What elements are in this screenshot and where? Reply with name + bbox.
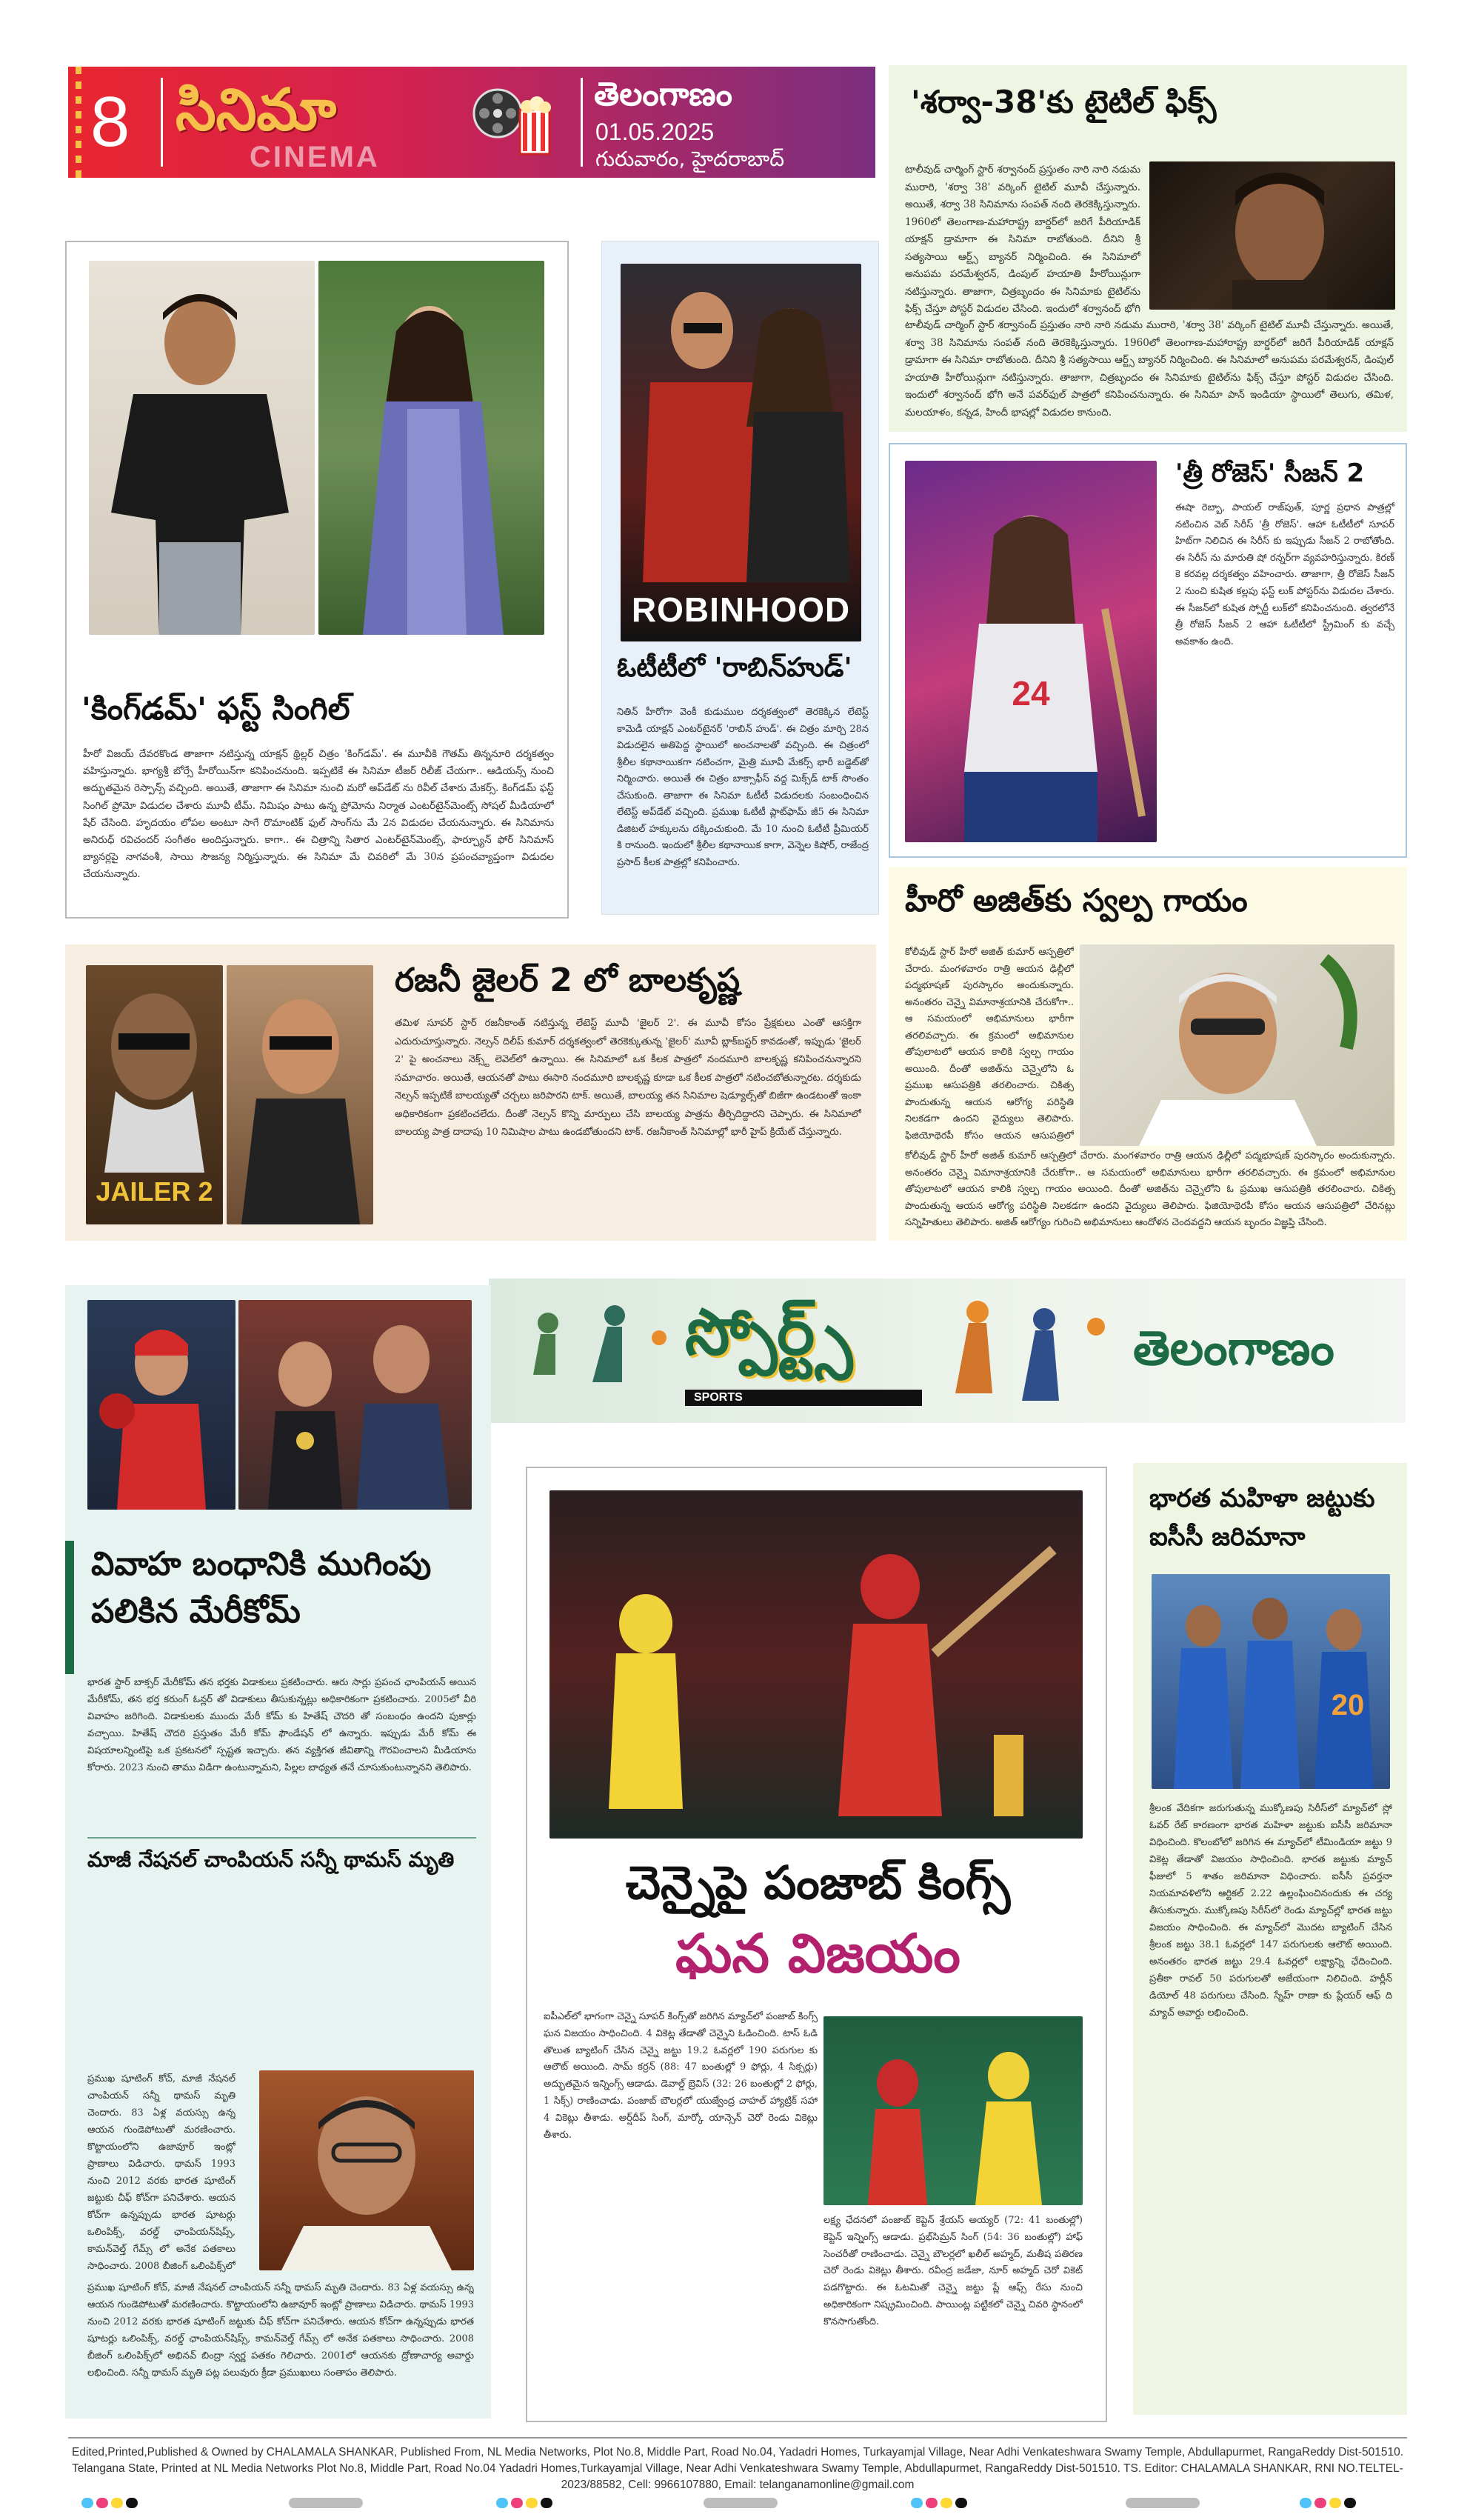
headline: వివాహ బంధానికి ముగింపు పలికిన మేరీకోమ్ xyxy=(91,1545,432,1630)
balakrishna-photo xyxy=(227,965,373,1224)
poster-title: JAILER 2 xyxy=(96,1176,213,1207)
issue-date: 01.05.2025 xyxy=(595,119,715,145)
article-body: హీరో విజయ్ దేవరకొండ తాజాగా నటిస్తున్న యాక్షన్ థ్రిల్లర్ చిత్రం 'కింగ్‌డమ్'. ఈ మూవీకి గౌతమ్ తిన్ననూరి దర్శకత్వం వహిస్తున్నారు. భాగ్యశ్రీ బోర్సే హీరోయిన్‌గా కనిపించనుంది. ఇప్పటికే ఈ సినిమా టీజర్ రిలీజ్ చేయగా.. ఆడియన్స్ నుంచి అద్భుతమైన రెస్పాన్స్ వచ్చింది. అయితే, తాజాగా ఈ సినిమా నుంచి మరో అప్‌డేట్ ను రివీల్ చేశారు మేకర్స్. కింగ్‌డమ్ ఫస్ట్ సింగిల్ ప్రోమో విడుదల చేశారు మూవీ టీమ్. నిమిషం పాటు ఉన్న ప్రోమోను నిర్మాత ఎంటర్‌టైన్‌మెంట్స్ సోషల్ మీడియాలో షేర్ చేసింది. హృదయం లోపల అంటూ సాగే రొమాంటిక్ ఫుల్ సాంగ్‌ను మే 2న విడుదల చేయనున్నారు. ఈ సినిమాను అనిరుధ్ రవిచందర్ సంగీతం అందిస్తున్నారు. కాగా.. ఈ చిత్రాన్ని సితార ఎంటర్‌టైన్‌మెంట్స్, ఫార్చ్యూన్ ఫోర్ సినిమాస్ బ్యానర్లపై నాగవంశీ, సాయి సౌజన్య నిర్మిస్తున్నారు. ఈ సినిమా మే చివరిలో మే 30న ప్రపంచవ్యాప్తంగా విడుదల చేయనున్నారు. xyxy=(83,748,554,881)
article-kingdom xyxy=(65,241,569,919)
footer-rule xyxy=(68,2437,1407,2439)
film-reel-icon xyxy=(468,80,557,161)
article-body: ఐపీఎల్‌లో భాగంగా చెన్నై సూపర్ కింగ్స్‌తో జరిగిన మ్యాచ్‌లో పంజాబ్ కింగ్స్ ఘన విజయం సాధించింది. 4 వికెట్ల తేడాతో చెన్నైని ఓడించింది. టాస్ ఓడి తొలుత బ్యాటింగ్ చేసిన చెన్నై జట్టు 19.2 ఓవర్లలో 190 పరుగుల కు ఆలౌట్ అయింది. సామ్ కర్రన్ (88: 47 బంతుల్లో 9 ఫోర్లు, 4 సిక్సర్లు) అద్భుతమైన ఇన్నింగ్స్ ఆడాడు. డెవాల్డ్ బ్రెవిస్ (32: 26 బంతుల్లో 2 ఫోర్లు, 1 సిక్స్) రాణించాడు. పంజాబ్ బౌలర్లలో యుజ్వేంద్ర చాహల్ హ్యాట్రిక్ సహా 4 వికెట్లు తీశాడు. అర్ష్‌దీప్ సింగ్, మార్కో యాన్సెన్ చెరో రెండు వికెట్లు తీశారు. xyxy=(544,2011,818,2141)
article-body: భారత స్టార్ బాక్సర్ మేరీకోమ్ తన భర్తకు విడాకులు ప్రకటించారు. ఆరు సార్లు ప్రపంచ ఛాంపియన్ అయిన మేరీకోమ్, తన భర్త కరుంగ్ ఓన్లర్ తో విడాకులు తీసుకున్నట్లు అధికారికంగా ప్రకటించారు. 2005లో వీరి వివాహం జరిగింది. విడాకులకు ముందు మేరీ కోమ్ కు హితేష్ చౌదరి తో సంబంధం ఉందని పుకార్లు వచ్చాయి. హితేష్ చౌదరి ప్రస్తుతం మేరీ కోమ్ ఫౌండేషన్ లో ఉన్నారు. ఇప్పుడు మేరీ కోమ్ ఈ విషయాలన్నింటిపై ఒక ప్రకటనలో స్పష్టత ఇచ్చారు. తన వ్యక్తిగత జీవితాన్ని గౌరవించాలని మీడియాను కోరారు. 2023 నుంచి తాము విడిగా ఉంటున్నామని, పిల్లల బాధ్యత తనే చూసుకుంటున్నానని తెలిపారు. xyxy=(87,1677,476,1773)
article-body-continued: లక్ష్య ఛేదనలో పంజాబ్ కెప్టెన్ శ్రేయస్ అయ్యర్ (72: 41 బంతుల్లో) కెప్టెన్ ఇన్నింగ్స్ ఆడాడు. ప్రభ్‌సిమ్రన్ సింగ్ (54: 36 బంతుల్లో) హాఫ్ సెంచరీతో రాణించాడు. చెన్నై బౌలర్లలో ఖలీల్ అహ్మద్, మతీష పతిరణ చెరో రెండు వికెట్లు తీశారు. రవీంద్ర జడేజా, నూర్ అహ్మద్ చెరో వికెట్ పడగొట్టారు. ఈ ఓటమితో చెన్నై జట్టు ప్లే ఆఫ్స్ రేసు నుంచి అధికారికంగా నిష్క్రమించింది. పాయింట్ల పట్టికలో చెన్నై చివరి స్థానంలో కొనసాగుతోంది. xyxy=(823,2215,1083,2327)
article-jailer xyxy=(65,944,876,1241)
article-sunny-thomas xyxy=(65,2070,491,2419)
page-number-stripe xyxy=(76,67,81,178)
article-sharwa xyxy=(889,65,1407,432)
sports-subtitle-bar xyxy=(685,1390,922,1406)
article-three-roses xyxy=(889,443,1407,858)
headline: రజనీ జైలర్ 2 లో బాలకృష్ణ xyxy=(395,961,741,999)
headline: ఓటీటీలో 'రాబిన్‌హుడ్' xyxy=(617,653,852,683)
poster-title: ROBINHOOD xyxy=(631,590,851,629)
svg-text:20: 20 xyxy=(1331,1689,1365,1721)
page-number: 8 xyxy=(90,82,130,161)
section-title: సినిమా xyxy=(176,77,337,144)
headline: 'త్రీ రోజెస్' సీజన్ 2 xyxy=(1175,459,1365,488)
article-body: ప్రముఖ షూటింగ్ కోచ్, మాజీ నేషనల్ చాంపియన్ సన్నీ థామస్ మృతి చెందారు. 83 ఏళ్ల వయస్సు ఉన్న ఆయన గుండెపోటుతో మరణించారు. కొట్టాయంలోని ఉజావూర్ ఇంట్లో ప్రాణాలు విడిచారు. థామస్ 1993 నుంచి 2012 వరకు భారత షూటింగ్ జట్టుకు చీఫ్ కోచ్‌గా పనిచేశారు. ఆయన కోచ్‌గా ఉన్నప్పుడు భారత షూటర్లు ఒలింపిక్స్, వరల్డ్ ఛాంపియన్‌షిప్స్, కామన్‌వెల్త్ గేమ్స్ లో అనేక పతకాలు సాధించారు. 2008 బీజింగ్ ఒలింపిక్స్‌లో xyxy=(87,2073,235,2272)
registration-marks xyxy=(0,2498,1470,2513)
masthead xyxy=(68,67,875,178)
headline-line1: చెన్నైపై పంజాబ్ కింగ్స్ xyxy=(625,1856,1011,1910)
section-subtitle: CINEMA xyxy=(250,141,380,173)
article-women-team xyxy=(1133,1463,1407,2415)
headline: 'కింగ్‌డమ్' ఫస్ట్ సింగిల్ xyxy=(81,690,350,727)
sports-subtitle: SPORTS xyxy=(694,1391,743,1404)
sports-banner xyxy=(489,1279,1406,1423)
svg-text:24: 24 xyxy=(1012,674,1050,713)
sports-title: స్పోర్ట్స్ xyxy=(685,1296,853,1370)
jailer-2-poster xyxy=(86,965,223,1224)
article-body: కోలీవుడ్ స్టార్ హీరో అజిత్ కుమార్ ఆస్పత్రిలో చేరారు. మంగళవారం రాత్రి ఆయన ఢిల్లీలో పద్మభూషణ్ పురస్కారం అందుకున్నారు. అనంతరం చెన్నై విమానాశ్రయానికి చేరుకోగా.. ఆ సమయంలో అభిమానులు భారీగా తరలివచ్చారు. ఈ క్రమంలో అభిమానుల తోపులాటలో ఆయన కాలికి స్వల్ప గాయం అయింది. దీంతో అజిత్‌ను చెన్నైలోని ఓ ప్రముఖ ఆసుపత్రికి తరలించారు. చికిత్స పొందుతున్న ఆయన ఆరోగ్య పరిస్థితి నిలకడగా ఉందని వైద్యులు తెలిపారు. ఫిజియోథెరపీ కోసం ఆయన ఆసుపత్రిలో xyxy=(905,947,1074,1141)
article-body: తమిళ సూపర్ స్టార్ రజనీకాంత్ నటిస్తున్న లేటెస్ట్ మూవీ 'జైలర్ 2'. ఈ మూవీ కోసం ప్రేక్షకులు ఎంతో ఆసక్తిగా ఎదురుచూస్తున్నారు. నెల్సన్ దిలీప్ కుమార్ దర్శకత్వంలో తెరకెక్కుతున్న 'జైలర్' మూవీ బ్లాక్‌బస్టర్ కావడంతో, ఇప్పుడు 'జైలర్ 2' పై అంచనాలు నెక్స్ట్ లెవెల్‌లో ఉన్నాయి. ఈ సినిమాలో ఒక కీలక పాత్రలో నందమూరి బాలకృష్ణ కనిపించనున్నారని సమాచారం. అయితే, ఆయనతో పాటు ఈసారి నందమూరి బాలకృష్ణ కూడా ఒక కీలక పాత్రలో నటించబోతున్నారట. దర్శకుడు నెల్సన్ ఇప్పటికే బాలయ్యతో చర్చలు జరిపారని టాక్. అయితే, బాలయ్య తన సినిమాల షెడ్యూల్స్‌తో బిజీగా ఉండటంతో ఇంకా అధికారికంగా ప్రకటించలేదు. దీంతో నెల్సన్ కొన్ని మార్పులు చేసి బాలయ్య పాత్రను తీర్చిదిద్దారని చెప్పారు. ఈ సినిమాలో బాలయ్య పాత్ర దాదాపు 10 నిమిషాల పాటు ఉండబోతుందని టాక్. రజనీకాంత్ సినిమాల్లో భారీ హైప్ క్రియేట్ చేస్తున్నారు. xyxy=(395,1018,861,1138)
accent-bar xyxy=(65,1541,74,1674)
kushitha-kallapu-photo xyxy=(905,461,1157,842)
athletes-illustration-right xyxy=(933,1290,1118,1416)
ajith-kumar-photo xyxy=(1080,944,1394,1146)
brand-logo: తెలంగాణం xyxy=(594,76,732,113)
athletes-illustration-left xyxy=(511,1293,681,1416)
vijay-deverakonda-photo xyxy=(89,261,315,635)
article-body-continued: కోలీవుడ్ స్టార్ హీరో అజిత్ కుమార్ ఆస్పత్రిలో చేరారు. మంగళవారం రాత్రి ఆయన ఢిల్లీలో పద్మభూషణ్ పురస్కారం అందుకున్నారు. అనంతరం చెన్నై విమానాశ్రయానికి చేరుకోగా.. ఆ సమయంలో అభిమానులు భారీగా తరలివచ్చారు. ఈ క్రమంలో అభిమానుల తోపులాటలో ఆయన కాలికి స్వల్ప గాయం అయింది. దీంతో అజిత్‌ను చెన్నైలోని ఓ ప్రముఖ ఆసుపత్రికి తరలించారు. చికిత్స పొందుతున్న ఆయన ఆరోగ్య పరిస్థితి నిలకడగా ఉందని వైద్యులు తెలిపారు. ఫిజియోథెరపీ కోసం ఆయన ఆసుపత్రిలో చేరినట్లు సన్నిహితులు తెలిపారు. అజిత్ ఆరోగ్యం గురించి అభిమానులు ఆందోళన చెందవద్దని ఆయన బృందం విజ్ఞప్తి చేసింది. xyxy=(905,1150,1395,1228)
article-body: నితిన్ హీరోగా వెంకీ కుడుముల దర్శకత్వంలో తెరకెక్కిన లేటెస్ట్ కామెడీ యాక్షన్ ఎంటర్‌టైనర్ 'రాబిన్ హుడ్'. ఈ చిత్రం మార్చి 28న విడుదలైన అతిపెద్ద స్థాయిలో అంచనాలతో వచ్చింది. ఈ చిత్రంలో శ్రీలీల కథానాయికగా నటించగా, మైత్రి మూవీ మేకర్స్ భారీ బడ్జెట్‌తో నిర్మించారు. అయితే ఈ చిత్రం బాక్సాఫీస్ వద్ద మిక్స్‌డ్ టాక్ సొంతం చేసుకుంది. తాజాగా ఈ సినిమా ఓటీటీ విడుదలకు సంబంధించిన లేటెస్ట్ అప్‌డేట్ వచ్చింది. ప్రముఖ ఓటీటీ ప్లాట్‌ఫామ్ జీ5 ఈ సినిమా డిజిటల్ హక్కులను దక్కించుకుంది. మే 10 నుంచి ఓటీటీ ప్రీమియర్ కి రానుంది. ఇందులో శ్రీలీల కథానాయిక కాగా, వెన్నెల కిషోర్, రాజేంద్ర ప్రసాద్ కీలక పాత్రల్లో కనిపించారు. xyxy=(617,707,869,868)
brand-logo: తెలంగాణం xyxy=(1133,1321,1334,1376)
article-body-continued: ప్రముఖ షూటింగ్ కోచ్, మాజీ నేషనల్ చాంపియన్ సన్నీ థామస్ మృతి చెందారు. 83 ఏళ్ల వయస్సు ఉన్న ఆయన గుండెపోటుతో మరణించారు. కొట్టాయంలోని ఉజావూర్ ఇంట్లో ప్రాణాలు విడిచారు. థామస్ 1993 నుంచి 2012 వరకు భారత షూటింగ్ జట్టుకు చీఫ్ కోచ్‌గా పనిచేశారు. ఆయన కోచ్‌గా ఉన్నప్పుడు భారత షూటర్లు ఒలింపిక్స్, వరల్డ్ ఛాంపియన్‌షిప్స్, కామన్‌వెల్త్ గేమ్స్ లో అనేక పతకాలు సాధించారు. 2008 బీజింగ్ ఒలింపిక్స్‌లో అభినవ్ బింద్రా స్వర్ణ పతకం గెలిచారు. 2001లో ఆయనకు ద్రోణాచార్య అవార్డు లభించింది. సన్నీ థామస్ మృతి పట్ల పలువురు క్రీడా ప్రముఖులు సంతాపం తెలిపారు. xyxy=(87,2282,474,2379)
article-robinhood xyxy=(601,241,879,915)
article-body: శ్రీలంక వేదికగా జరుగుతున్న ముక్కోణపు సిరీస్‌లో మ్యాచ్‌లో స్లో ఓవర్ రేట్ కారణంగా భారత మహిళా జట్టుకు ఐసీసీ జరిమానా విధించింది. కొలంబోలో జరిగిన ఈ మ్యాచ్‌లో టీమిండియా జట్టు 9 వికెట్ల తేడాతో విజయం సాధించింది. భారత జట్టుకు మ్యాచ్ ఫీజులో 5 శాతం జరిమానా విధించారు. ఐసీసీ ప్రవర్తనా నియమావళిలోని ఆర్టికల్ 2.22 ఉల్లంఘించినందుకు ఈ చర్య తీసుకున్నారు. ముక్కోణపు సిరీస్‌లో రెండు మ్యాచ్‌ల్లో భారత జట్టు విజయం సాధించింది. ఈ మ్యాచ్‌లో మొదట బ్యాటింగ్ చేసిన శ్రీలంక జట్టు 38.1 ఓవర్లలో 147 పరుగులకు ఆలౌట్ అయింది. అనంతరం భారత జట్టు 29.4 ఓవర్లలో లక్ష్యాన్ని ఛేదించింది. ప్రతీకా రావల్ 50 పరుగులతో అజేయంగా నిలిచింది. హర్లీన్ డియోల్ 48 పరుగులు చేసింది. స్నేహ్ రాణా కు ప్లేయర్ ఆఫ్ ది మ్యాచ్ అవార్డు లభించింది. xyxy=(1149,1803,1392,2019)
match-inset-photo xyxy=(823,2016,1083,2205)
robinhood-poster xyxy=(621,264,861,641)
marykom-family-photo xyxy=(238,1300,472,1510)
headline: హీరో అజిత్‌కు స్వల్ప గాయం xyxy=(905,882,1248,919)
divider xyxy=(161,78,163,167)
headline-line2: ఘన విజయం xyxy=(675,1922,960,1984)
article-body: ఈషా రెబ్బా, పాయల్ రాజ్‌పుత్, పూర్ణ ప్రధాన పాత్రల్లో నటించిన వెబ్ సిరీస్ 'త్రీ రోజెస్'. ఆహా ఓటీటీలో సూపర్ హిట్‌గా నిలిచిన ఈ సిరీస్ కు ఇప్పుడు సీజన్ 2 రాబోతోంది. ఈ సిరీస్ ను మారుతి షో రన్నర్‌గా వ్యవహరిస్తున్నారు. కిరణ్ కె కరవల్ల దర్శకత్వం వహించారు. తాజాగా, త్రీ రోజెస్ సీజన్ 2 నుంచి కుషిత కల్లపు ఫస్ట్ లుక్ పోస్టర్‌ను విడుదల చేశారు. ఈ సీజన్‌లో కుషిత స్పోర్టీ లుక్‌లో కనిపించనుంది. త్వరలోనే త్రీ రోజెస్ సీజన్ 2 ఆహా ఓటీటీలో స్ట్రీమింగ్ కు వచ్చే అవకాశం ఉంది. xyxy=(1175,502,1394,647)
match-action-photo xyxy=(549,1490,1083,1839)
sunny-thomas-headline: మాజీ నేషనల్ చాంపియన్ సన్నీ థామస్ మృతి xyxy=(87,1847,455,1872)
divider xyxy=(581,78,583,167)
divider xyxy=(87,1837,476,1839)
article-body: టాలీవుడ్ చార్మింగ్ స్టార్ శర్వానంద్ ప్రస్తుతం నారి నారి నడుమ మురారి, 'శర్వా 38' వర్కింగ్ టైటిల్ మూవీ చేస్తున్నారు. అయితే, శర్వా 38 సినిమాను సంపత్ నంది తెరకెక్కిస్తున్నారు. 1960లో తెలంగాణ-మహారాష్ట్ర బార్డర్‌లో జరిగే పీరియాడిక్ యాక్షన్ డ్రామాగా ఈ సినిమా రాబోతుంది. దీనిని శ్రీ సత్యసాయి ఆర్ట్స్ బ్యానర్ నిర్మించింది. ఈ సినిమాలో అనుపమ పరమేశ్వరన్, డింపుల్ హయాతి హీరోయిన్లుగా నటిస్తున్నారు. తాజాగా, చిత్రబృందం ఈ సినిమాకు టైటిల్‌ను ఫిక్స్ చేస్తూ పోస్టర్ విడుదల చేసింది. ఇందులో శర్వానంద్ భోగి xyxy=(905,164,1140,315)
article-ajith xyxy=(889,867,1407,1241)
headline: 'శర్వా-38'కు టైటిల్ ఫిక్స్ xyxy=(911,84,1217,120)
day-place: గురువారం, హైదరాబాద్ xyxy=(595,147,784,171)
article-marykom xyxy=(65,1285,491,2070)
marykom-boxing-photo xyxy=(87,1300,235,1510)
footer-imprint: Edited,Printed,Published & Owned by CHALAMALA SHANKAR, Published From, NL Media Networks, Plot No.8, Middle Part, Road No.04, Yadadri Homes, Turkayamjal Village, Near Adhi Venkateshwara Swamy Temple, Abdullapurmet, RangaReddy Dist-501510. Telangana State, Printed at NL Media Networks Plot No.8, Middle Part, Road No.04 Yadadri Homes,Turkayamjal Village, Near Adhi Venkateshwara Swamy Temple, Abdullapurmet, RangaReddy Dist-501510. TS. Editor: CHALAMALA SHANKAR, RNI NO.TELTEL-2023/88582, Cell: 9966107880, Email: telanganamonline@gmail.com xyxy=(71,2446,1404,2491)
sunny-thomas-photo xyxy=(259,2070,474,2270)
sharwanand-photo xyxy=(1149,161,1395,310)
headline: భారత మహిళా జట్టుకు ఐసీసీ జరిమానా xyxy=(1149,1484,1375,1552)
article-punjab-kings xyxy=(526,1467,1107,2422)
article-body-continued: టాలీవుడ్ చార్మింగ్ స్టార్ శర్వానంద్ ప్రస్తుతం నారి నారి నడుమ మురారి, 'శర్వా 38' వర్కింగ్ టైటిల్ మూవీ చేస్తున్నారు. అయితే, శర్వా 38 సినిమాను సంపత్ నంది తెరకెక్కిస్తున్నారు. 1960లో తెలంగాణ-మహారాష్ట్ర బార్డర్‌లో జరిగే పీరియాడిక్ యాక్షన్ డ్రామాగా ఈ సినిమా రాబోతుంది. దీనిని శ్రీ సత్యసాయి ఆర్ట్స్ బ్యానర్ నిర్మించింది. ఈ సినిమాలో అనుపమ పరమేశ్వరన్, డింపుల్ హయాతి హీరోయిన్లుగా నటిస్తున్నారు. తాజాగా, చిత్రబృందం ఈ సినిమాకు టైటిల్‌ను ఫిక్స్ చేస్తూ పోస్టర్ విడుదల చేసింది. ఇందులో శర్వానంద్ భోగి అనే పవర్‌ఫుల్ పాత్రలో కనిపించనున్నారు. ఈ సినిమా పాన్ ఇండియా స్థాయిలో తెలుగు, తమిళ, మలయాళం, కన్నడ, హిందీ భాషల్లో విడుదల కానుంది. xyxy=(905,319,1394,419)
india-women-team-photo xyxy=(1152,1574,1390,1789)
bhagyashri-borse-photo xyxy=(318,261,544,635)
